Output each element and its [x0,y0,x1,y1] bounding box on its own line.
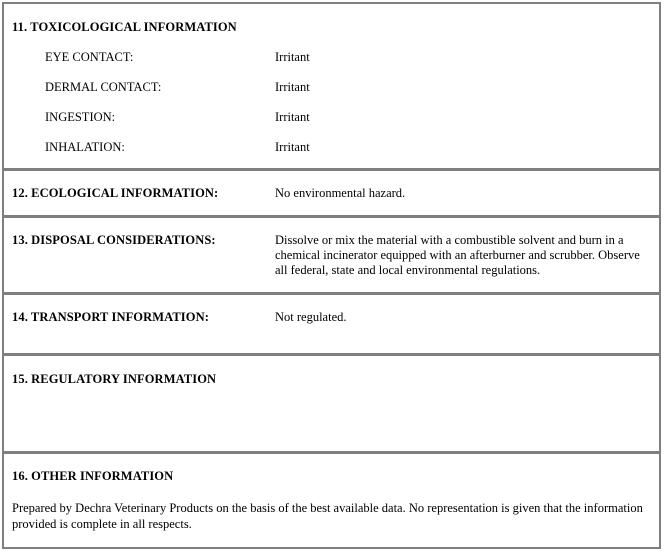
section-transport [2,293,661,355]
row-value-inhalation: Irritant [275,140,310,154]
section-value: No environmental hazard. [275,186,406,200]
section-regulatory [2,354,661,453]
section-value: Not regulated. [275,310,347,324]
row-label-dermal-contact: DERMAL CONTACT: [45,80,162,94]
section-toxicological [2,2,661,170]
row-value-dermal-contact: Irritant [275,80,310,94]
section-heading: 15. REGULATORY INFORMATION [12,372,217,386]
section-text: Prepared by Dechra Veterinary Products on the basis of the best available data. No representation is given that the information provided is complete in all respects. [12,501,643,531]
section-heading: 16. OTHER INFORMATION [12,469,174,483]
row-value-ingestion: Irritant [275,110,310,124]
row-label-eye-contact: EYE CONTACT: [45,50,134,64]
section-heading: 12. ECOLOGICAL INFORMATION: [12,186,219,200]
section-ecological [2,169,661,217]
row-value-eye-contact: Irritant [275,50,310,64]
section-other [2,452,661,549]
row-label-ingestion: INGESTION: [45,110,116,124]
section-disposal [2,216,661,294]
section-heading: 11. TOXICOLOGICAL INFORMATION [12,20,237,34]
row-label-inhalation: INHALATION: [45,140,125,154]
section-heading: 13. DISPOSAL CONSIDERATIONS: [12,233,216,247]
section-heading: 14. TRANSPORT INFORMATION: [12,310,209,324]
section-value: Dissolve or mix the material with a combustible solvent and burn in a chemical incinerator equipped with an afterburner and scrubber. Observe all federal, state and local environmental regulations. [275,233,640,277]
